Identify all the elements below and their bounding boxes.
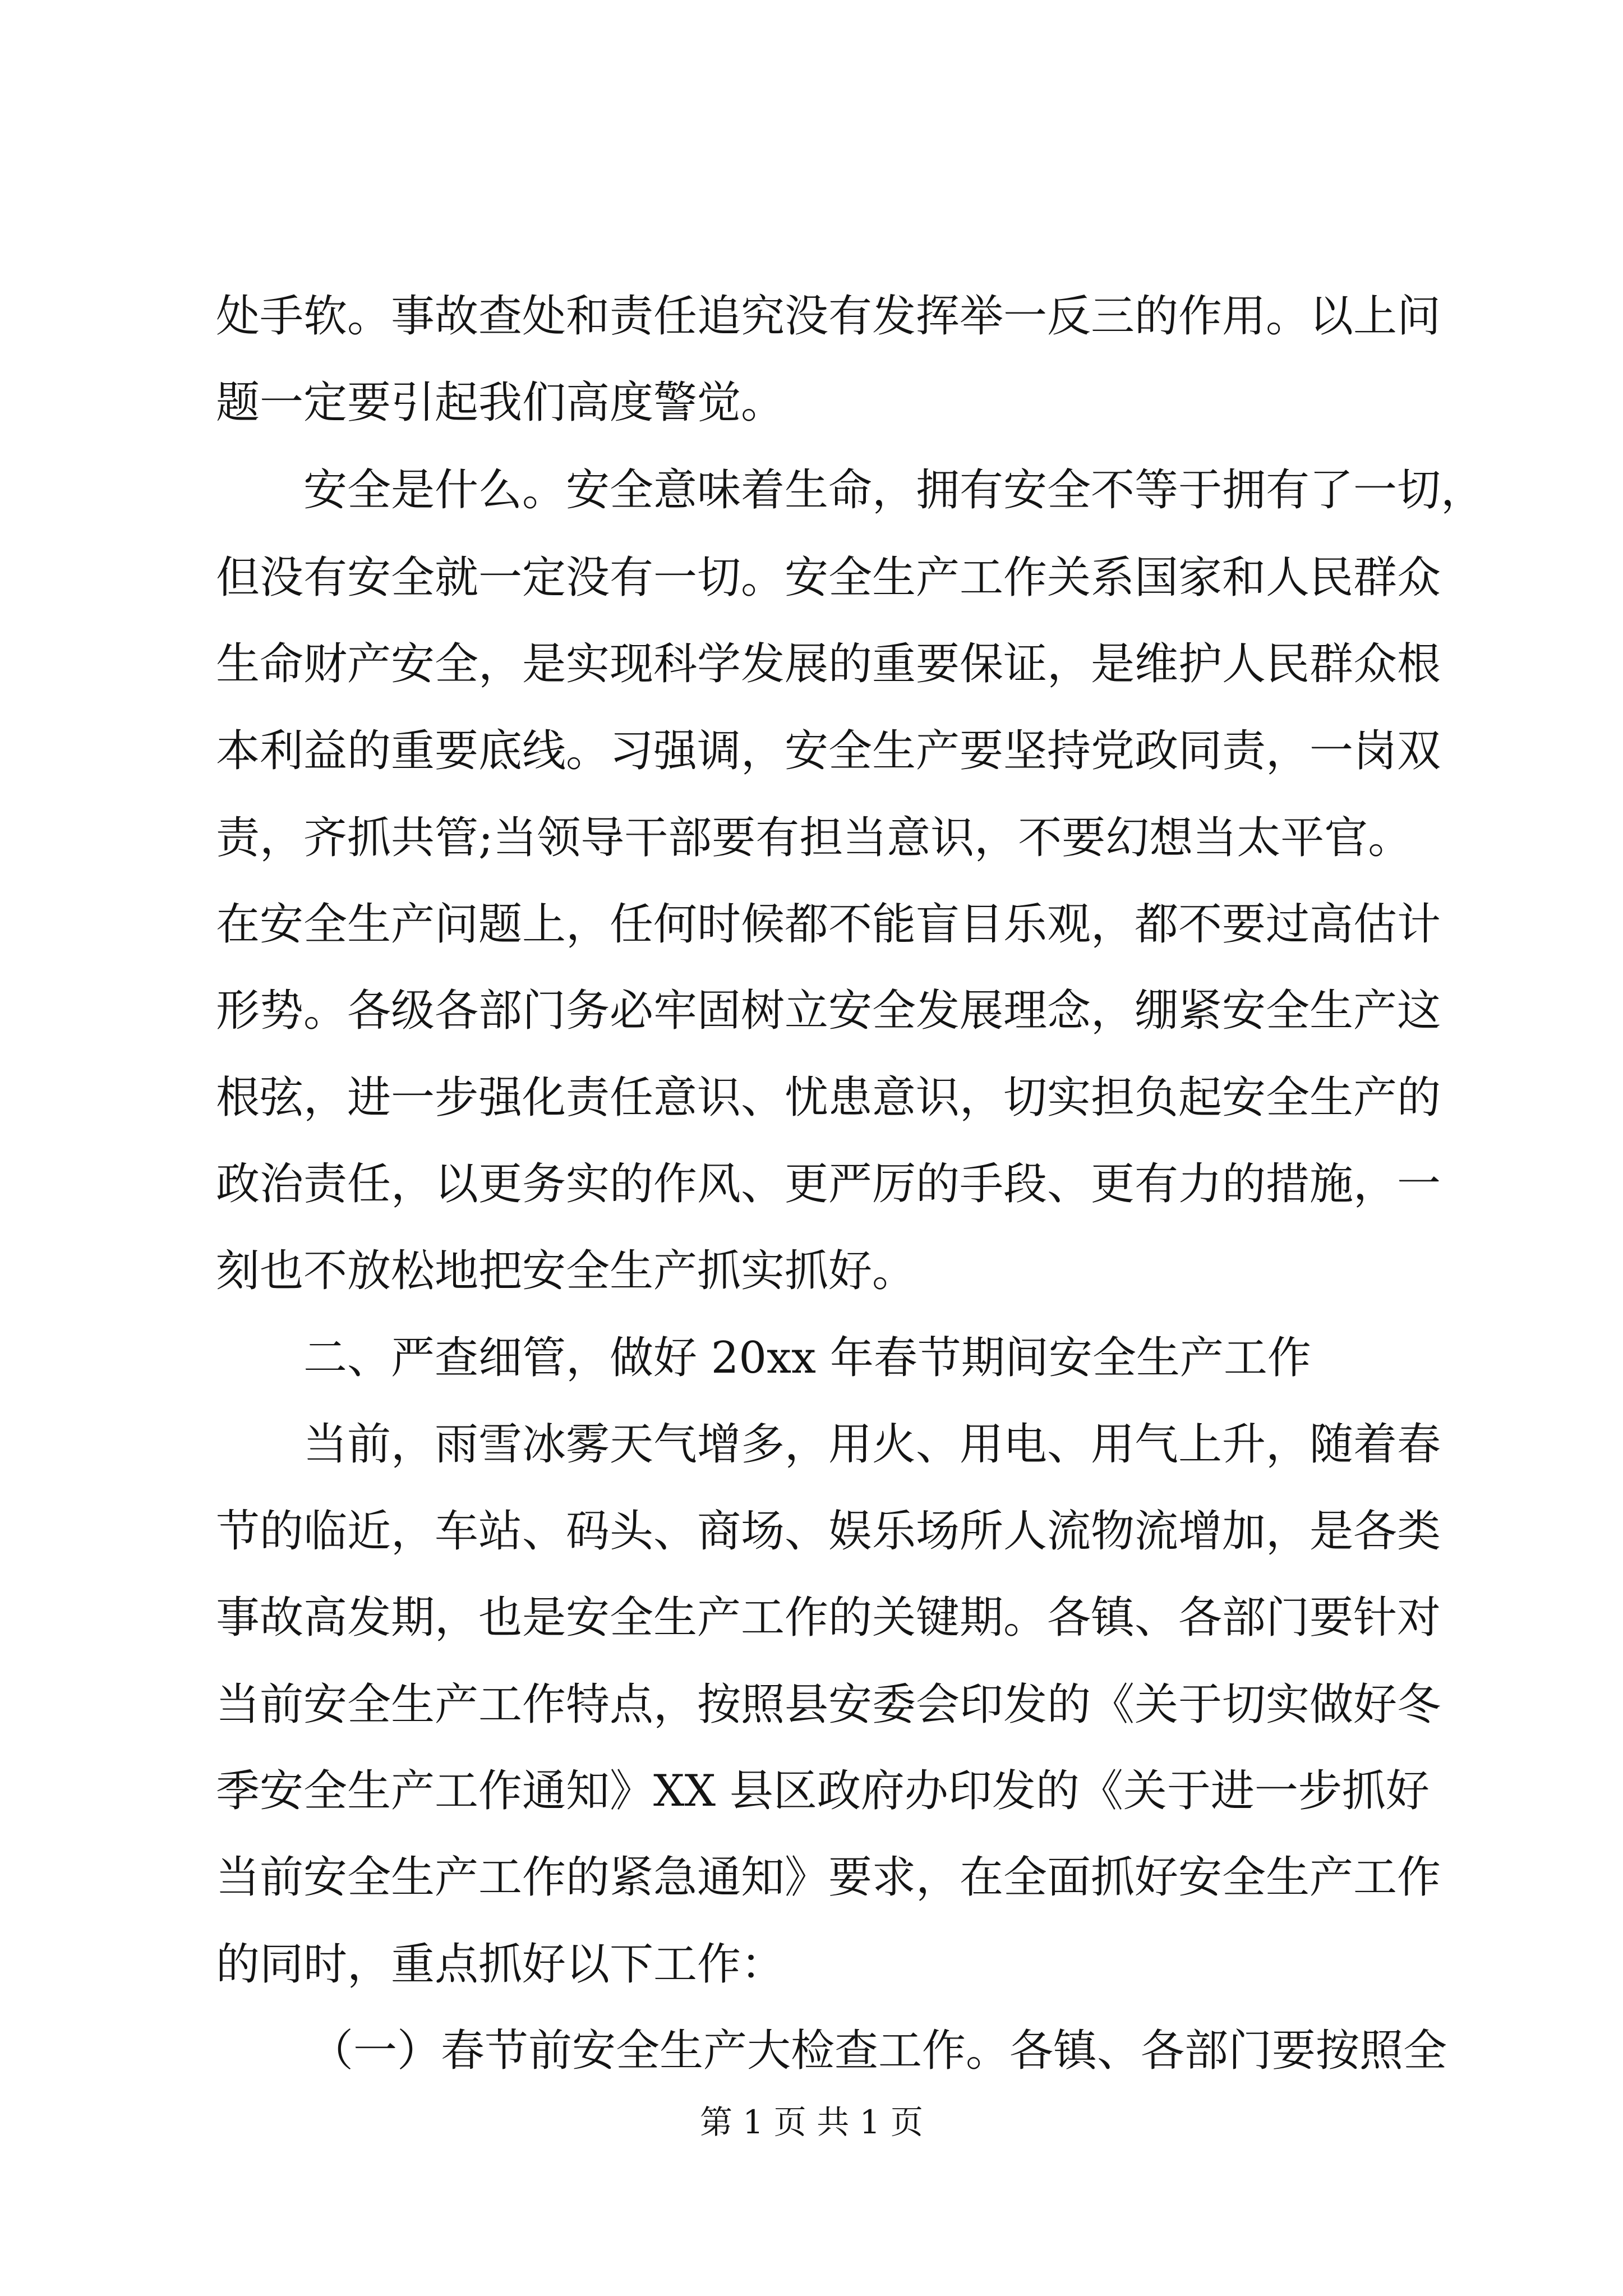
page-number-footer: 第 1 页 共 1 页 bbox=[700, 2103, 923, 2141]
text-line: 政治责任，以更务实的作风、更严厉的手段、更有力的措施，一 bbox=[216, 1159, 1441, 1209]
text-line: 刻也不放松地把安全生产抓实抓好。 bbox=[216, 1246, 916, 1296]
text-line: （一）春节前安全生产大检查工作。各镇、各部门要按照全 bbox=[310, 2026, 1447, 2076]
section-heading: 二、严查细管，做好 20xx 年春节期间安全生产工作 bbox=[303, 1333, 1311, 1383]
text-line: 本利益的重要底线。习强调，安全生产要坚持党政同责，一岗双 bbox=[216, 726, 1441, 776]
text-line: 的同时，重点抓好以下工作： bbox=[216, 1939, 785, 1990]
text-line: 安全是什么。安全意味着生命，拥有安全不等于拥有了一切， bbox=[303, 465, 1485, 516]
text-line: 生命财产安全，是实现科学发展的重要保证，是维护人民群众根 bbox=[216, 639, 1441, 689]
text-line: 节的临近，车站、码头、商场、娱乐场所人流物流增加，是各类 bbox=[216, 1506, 1441, 1557]
text-line: 在安全生产问题上，任何时候都不能盲目乐观，都不要过高估计 bbox=[216, 899, 1441, 950]
text-line: 事故高发期，也是安全生产工作的关键期。各镇、各部门要针对 bbox=[216, 1593, 1441, 1643]
text-line: 形势。各级各部门务必牢固树立安全发展理念，绷紧安全生产这 bbox=[216, 986, 1441, 1036]
text-line: 题一定要引起我们高度警觉。 bbox=[216, 378, 785, 428]
text-line: 处手软。事故查处和责任追究没有发挥举一反三的作用。以上问 bbox=[216, 291, 1441, 342]
text-line: 当前，雨雪冰雾天气增多，用火、用电、用气上升，随着春 bbox=[303, 1419, 1441, 1470]
text-line: 责，齐抓共管;当领导干部要有担当意识，不要幻想当太平官。 bbox=[216, 813, 1412, 863]
text-line: 根弦，进一步强化责任意识、忧患意识，切实担负起安全生产的 bbox=[216, 1073, 1441, 1123]
text-line: 但没有安全就一定没有一切。安全生产工作关系国家和人民群众 bbox=[216, 553, 1441, 603]
text-line: 当前安全生产工作特点，按照县安委会印发的《关于切实做好冬 bbox=[216, 1680, 1441, 1730]
text-line: 季安全生产工作通知》XX 县区政府办印发的《关于进一步抓好 bbox=[216, 1766, 1430, 1816]
text-line: 当前安全生产工作的紧急通知》要求，在全面抓好安全生产工作 bbox=[216, 1852, 1441, 1903]
